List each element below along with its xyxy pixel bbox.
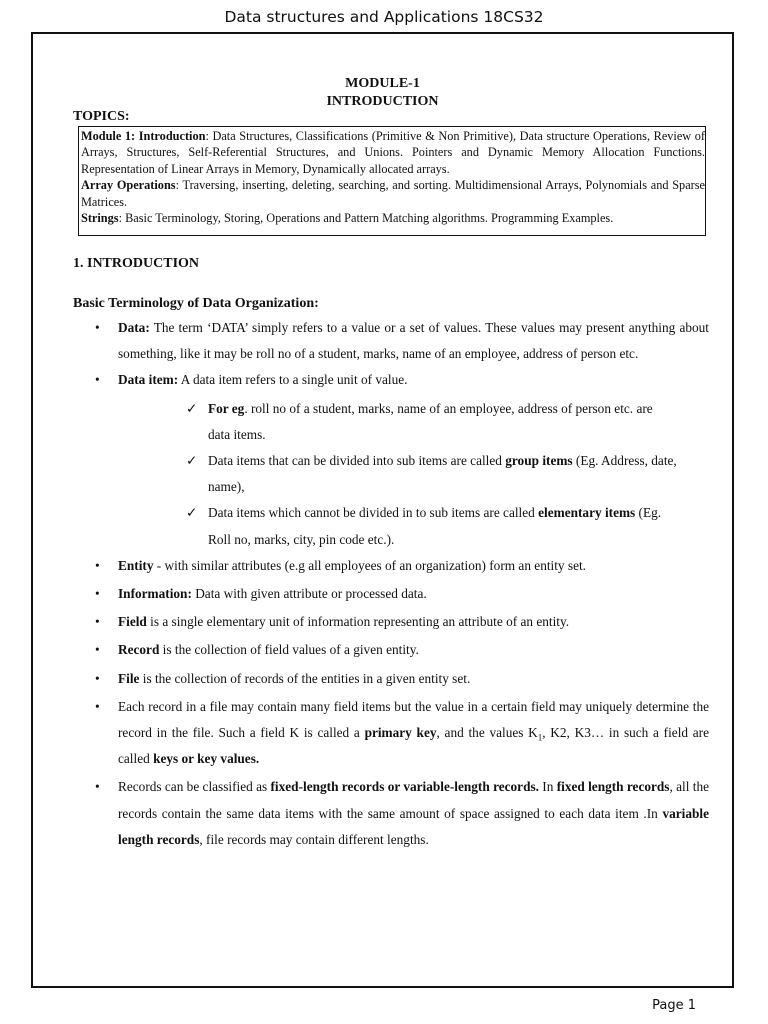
bullet-term: variable length records xyxy=(118,805,709,847)
bullet-text: A data item refers to a single unit of value. xyxy=(178,372,408,388)
bullet-icon: • xyxy=(95,320,100,335)
topics-module1-heading: Module 1: Introduction xyxy=(81,129,206,143)
bullet-record xyxy=(73,637,709,663)
page-frame xyxy=(31,32,734,988)
module-number: MODULE-1 xyxy=(345,76,420,91)
bullet-text: , file records may contain different lengths. xyxy=(199,831,429,847)
check-text: Data items that can be divided into sub items are called xyxy=(208,453,506,469)
page-header: Data structures and Applications 18CS32 xyxy=(224,8,544,26)
topics-module1-text: : Data Structures, Classifications (Primitive & Non Primitive), Data structure Operations, Review of Arrays, Structures, Self-Referential Structures, and Unions. Pointers and Dynamic Memory Allocation Functions. Representation of Linear Arrays in Memory, Dynamically allocated arrays. xyxy=(81,129,705,176)
bullet-term: Record xyxy=(118,642,160,658)
module-title xyxy=(33,75,732,111)
topics-label: TOPICS: xyxy=(73,109,130,124)
bullet-term: fixed-length records or variable-length records. xyxy=(270,779,539,795)
section-subheading: Basic Terminology of Data Organization: xyxy=(73,296,319,311)
bullet-text: Records can be classified as xyxy=(118,779,271,795)
bullet-icon: • xyxy=(95,372,100,388)
subscript: 1 xyxy=(537,732,543,743)
check-text: (Eg. Address, date, name), xyxy=(208,453,677,495)
bullet-field xyxy=(73,609,709,635)
bullet-text: , and the values K xyxy=(436,725,538,741)
bullet-term: keys or key values. xyxy=(153,751,260,767)
topics-array-operations xyxy=(81,177,705,210)
bullet-text: , K2, K3… in such a field are called xyxy=(118,725,709,767)
topics-box xyxy=(78,126,706,236)
bullet-term: Data: xyxy=(118,320,150,335)
bullet-term: Information: xyxy=(118,586,192,602)
bullet-file xyxy=(73,666,709,692)
check-list xyxy=(73,396,709,553)
bullet-records xyxy=(73,774,709,853)
topics-array-operations-text: : Traversing, inserting, deleting, searching, and sorting. Multidimensional Arrays, Polynomials and Sparse Matrices. xyxy=(81,178,705,209)
check-item xyxy=(73,448,678,500)
bullet-text: Data with given attribute or processed data. xyxy=(191,586,427,602)
bullet-icon: • xyxy=(95,614,100,630)
bullet-term: File xyxy=(118,670,140,686)
page-number: Page 1 xyxy=(652,998,696,1013)
bullet-entity xyxy=(73,553,709,579)
bullet-text: is a single elementary unit of information representing an attribute of an entity. xyxy=(146,614,570,630)
bullet-term: Data item: xyxy=(118,372,179,388)
module-subtitle: INTRODUCTION xyxy=(326,94,439,109)
bullet-data-item xyxy=(73,367,709,393)
bullet-text: In xyxy=(538,779,557,795)
bullet-term: primary key xyxy=(364,725,437,741)
check-term: elementary items xyxy=(538,505,636,521)
bullet-icon: • xyxy=(95,586,100,602)
check-text: Data items which cannot be divided in to sub items are called xyxy=(208,505,539,521)
bullet-icon: • xyxy=(95,779,100,795)
bullet-icon: • xyxy=(95,642,100,658)
topics-strings-text: : Basic Terminology, Storing, Operations and Pattern Matching algorithms. Programming Examples. xyxy=(118,211,614,226)
check-term: For eg xyxy=(208,400,245,416)
bullet-primary-key xyxy=(73,694,709,773)
check-term: group items xyxy=(505,453,573,469)
checkmark-icon: ✓ xyxy=(186,400,198,416)
bullet-term: Entity xyxy=(118,557,154,573)
bullet-list xyxy=(73,315,709,855)
section-heading: 1. INTRODUCTION xyxy=(73,256,200,271)
bullet-term: fixed length records xyxy=(556,779,670,795)
bullet-text: The term ‘DATA’ simply refers to a value or a set of values. These values may present anything about something, like it may be roll no of a student, marks, name of an employee, address of person etc. xyxy=(118,320,709,362)
bullet-information xyxy=(73,581,709,607)
bullet-icon: • xyxy=(95,557,100,573)
checkmark-icon: ✓ xyxy=(186,505,198,521)
bullet-data xyxy=(73,315,709,367)
bullet-text: Each record in a file may contain many field items but the value in a certain field may uniquely determine the record in the file. Such a field K is called a xyxy=(118,698,709,741)
topics-strings xyxy=(81,210,705,226)
check-item xyxy=(73,500,678,552)
bullet-text: is the collection of records of the entities in a given entity set. xyxy=(139,670,471,686)
bullet-text: - with similar attributes (e.g all employees of an organization) form an entity set. xyxy=(153,557,586,573)
check-text: . roll no of a student, marks, name of an employee, address of person etc. are data items. xyxy=(208,400,653,442)
topics-array-operations-heading: Array Operations xyxy=(81,178,176,193)
bullet-term: Field xyxy=(118,614,147,630)
bullet-icon: • xyxy=(95,670,100,686)
check-text: (Eg. Roll no, marks, city, pin code etc.). xyxy=(208,505,662,547)
check-item xyxy=(73,396,678,448)
topics-strings-heading: Strings xyxy=(81,211,119,226)
bullet-text: , all the records contain the same data items with the same amount of space assigned to each data item .In xyxy=(118,779,709,821)
bullet-text: is the collection of field values of a given entity. xyxy=(159,642,419,658)
bullet-icon: • xyxy=(95,698,100,714)
checkmark-icon: ✓ xyxy=(186,453,198,469)
topics-module1 xyxy=(81,128,705,177)
